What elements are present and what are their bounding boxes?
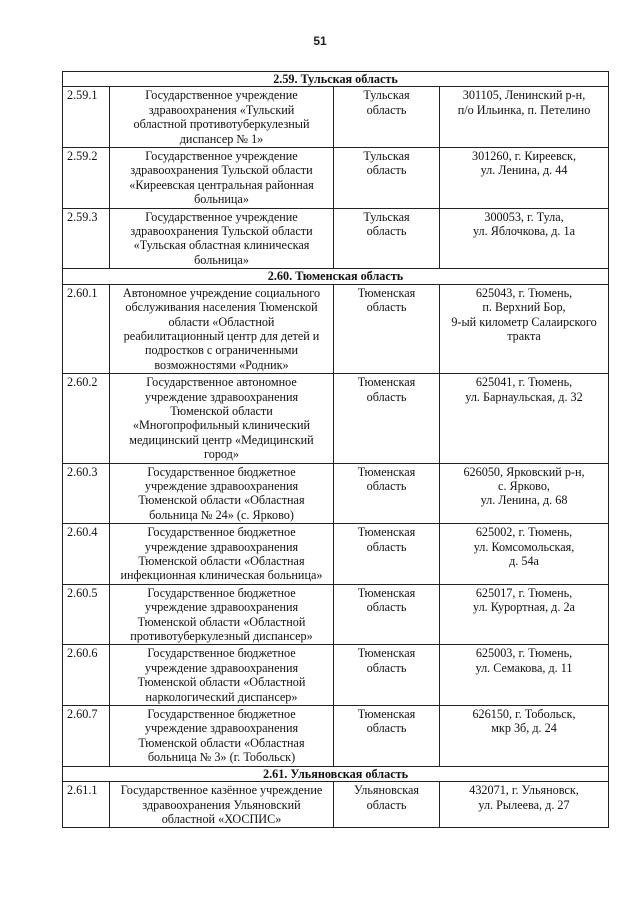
postal-address: 300053, г. Тула, ул. Яблочкова, д. 1а [440, 208, 609, 269]
postal-address: 625017, г. Тюмень, ул. Курортная, д. 2а [440, 584, 609, 645]
entry-number: 2.59.2 [63, 148, 110, 209]
facilities-table [62, 71, 609, 828]
region-name: Тюменская область [334, 584, 440, 645]
table-row [63, 284, 609, 373]
institution-name: Государственное учреждение здравоохранения Тульской области «Тульская областная клиническая больница» [110, 208, 334, 269]
postal-address: 626150, г. Тобольск, мкр 3б, д. 24 [440, 706, 609, 767]
section-title: 2.61. Ульяновская область [63, 766, 609, 781]
table-row [63, 782, 609, 828]
entry-number: 2.60.7 [63, 706, 110, 767]
table-row [63, 208, 609, 269]
institution-name: Государственное казённое учреждение здравоохранения Ульяновский областной «ХОСПИС» [110, 782, 334, 828]
postal-address: 301260, г. Киреевск, ул. Ленина, д. 44 [440, 148, 609, 209]
section-title: 2.59. Тульская область [63, 72, 609, 87]
section-header-row [63, 269, 609, 284]
institution-name: Государственное бюджетное учреждение здравоохранения Тюменской области «Областной наркологический диспансер» [110, 645, 334, 706]
entry-number: 2.61.1 [63, 782, 110, 828]
postal-address: 625043, г. Тюмень, п. Верхний Бор, 9-ый километр Салаирского тракта [440, 284, 609, 373]
region-name: Тульская область [334, 148, 440, 209]
entry-number: 2.60.3 [63, 463, 110, 524]
entry-number: 2.60.1 [63, 284, 110, 373]
postal-address: 432071, г. Ульяновск, ул. Рылеева, д. 27 [440, 782, 609, 828]
table-row [63, 584, 609, 645]
page-number: 51 [313, 34, 327, 48]
table-row [63, 463, 609, 524]
entry-number: 2.60.2 [63, 374, 110, 463]
region-name: Тюменская область [334, 706, 440, 767]
institution-name: Государственное автономное учреждение здравоохранения Тюменской области «Многопрофильный клинический медицинский центр «Медицинский город» [110, 374, 334, 463]
table-row [63, 645, 609, 706]
entry-number: 2.60.4 [63, 524, 110, 585]
postal-address: 625003, г. Тюмень, ул. Семакова, д. 11 [440, 645, 609, 706]
region-name: Тюменская область [334, 524, 440, 585]
region-name: Тюменская область [334, 645, 440, 706]
region-name: Тюменская область [334, 374, 440, 463]
table-row [63, 148, 609, 209]
institution-name: Государственное бюджетное учреждение здравоохранения Тюменской области «Областная больница № 3» (г. Тобольск) [110, 706, 334, 767]
section-title: 2.60. Тюменская область [63, 269, 609, 284]
section-header-row [63, 72, 609, 87]
entry-number: 2.60.5 [63, 584, 110, 645]
postal-address: 625041, г. Тюмень, ул. Барнаульская, д. 32 [440, 374, 609, 463]
institution-name: Государственное учреждение здравоохранения Тульской области «Киреевская центральная районная больница» [110, 148, 334, 209]
institution-name: Государственное учреждение здравоохранения «Тульский областной противотуберкулезный диспансер № 1» [110, 87, 334, 148]
table-row [63, 706, 609, 767]
entry-number: 2.59.1 [63, 87, 110, 148]
region-name: Тульская область [334, 87, 440, 148]
institution-name: Государственное бюджетное учреждение здравоохранения Тюменской области «Областная инфекционная клиническая больница» [110, 524, 334, 585]
institution-name: Автономное учреждение социального обслуживания населения Тюменской области «Областной реабилитационный центр для детей и подростков с ограниченными возможностями «Родник» [110, 284, 334, 373]
section-header-row [63, 766, 609, 781]
postal-address: 626050, Ярковский р-н, с. Ярково, ул. Ленина, д. 68 [440, 463, 609, 524]
entry-number: 2.59.3 [63, 208, 110, 269]
postal-address: 301105, Ленинский р-н, п/о Ильинка, п. Петелино [440, 87, 609, 148]
postal-address: 625002, г. Тюмень, ул. Комсомольская, д. 54а [440, 524, 609, 585]
region-name: Тульская область [334, 208, 440, 269]
table-row [63, 87, 609, 148]
institution-name: Государственное бюджетное учреждение здравоохранения Тюменской области «Областной противотуберкулезный диспансер» [110, 584, 334, 645]
region-name: Тюменская область [334, 463, 440, 524]
region-name: Тюменская область [334, 284, 440, 373]
table-row [63, 374, 609, 463]
institution-name: Государственное бюджетное учреждение здравоохранения Тюменской области «Областная больница № 24» (с. Ярково) [110, 463, 334, 524]
table-row [63, 524, 609, 585]
region-name: Ульяновская область [334, 782, 440, 828]
entry-number: 2.60.6 [63, 645, 110, 706]
